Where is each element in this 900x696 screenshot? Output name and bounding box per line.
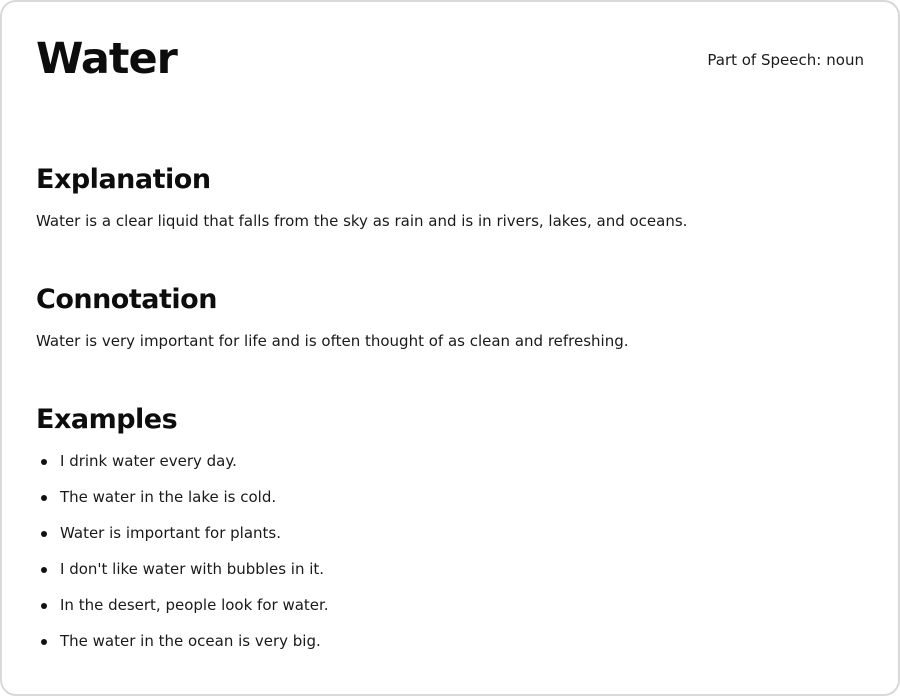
example-item: I don't like water with bubbles in it.	[36, 559, 864, 595]
connotation-heading: Connotation	[36, 284, 217, 315]
example-item: The water in the lake is cold.	[36, 487, 864, 523]
explanation-heading: Explanation	[36, 164, 211, 195]
word-title: Water	[36, 34, 177, 84]
part-of-speech	[707, 50, 864, 70]
card-header	[36, 32, 864, 88]
examples-list	[36, 451, 864, 667]
example-item: Water is important for plants.	[36, 523, 864, 559]
connotation-text: Water is very important for life and is often thought of as clean and refreshing.	[36, 332, 629, 350]
example-item: In the desert, people look for water.	[36, 595, 864, 631]
explanation-text: Water is a clear liquid that falls from the sky as rain and is in rivers, lakes, and oceans.	[36, 212, 688, 230]
example-item: I drink water every day.	[36, 451, 864, 487]
explanation-section	[36, 163, 864, 231]
examples-heading: Examples	[36, 404, 178, 435]
part-of-speech-value: noun	[826, 51, 864, 69]
connotation-section	[36, 283, 864, 351]
part-of-speech-label: Part of Speech:	[707, 51, 822, 69]
example-item: The water in the ocean is very big.	[36, 631, 864, 667]
examples-section	[36, 403, 864, 667]
